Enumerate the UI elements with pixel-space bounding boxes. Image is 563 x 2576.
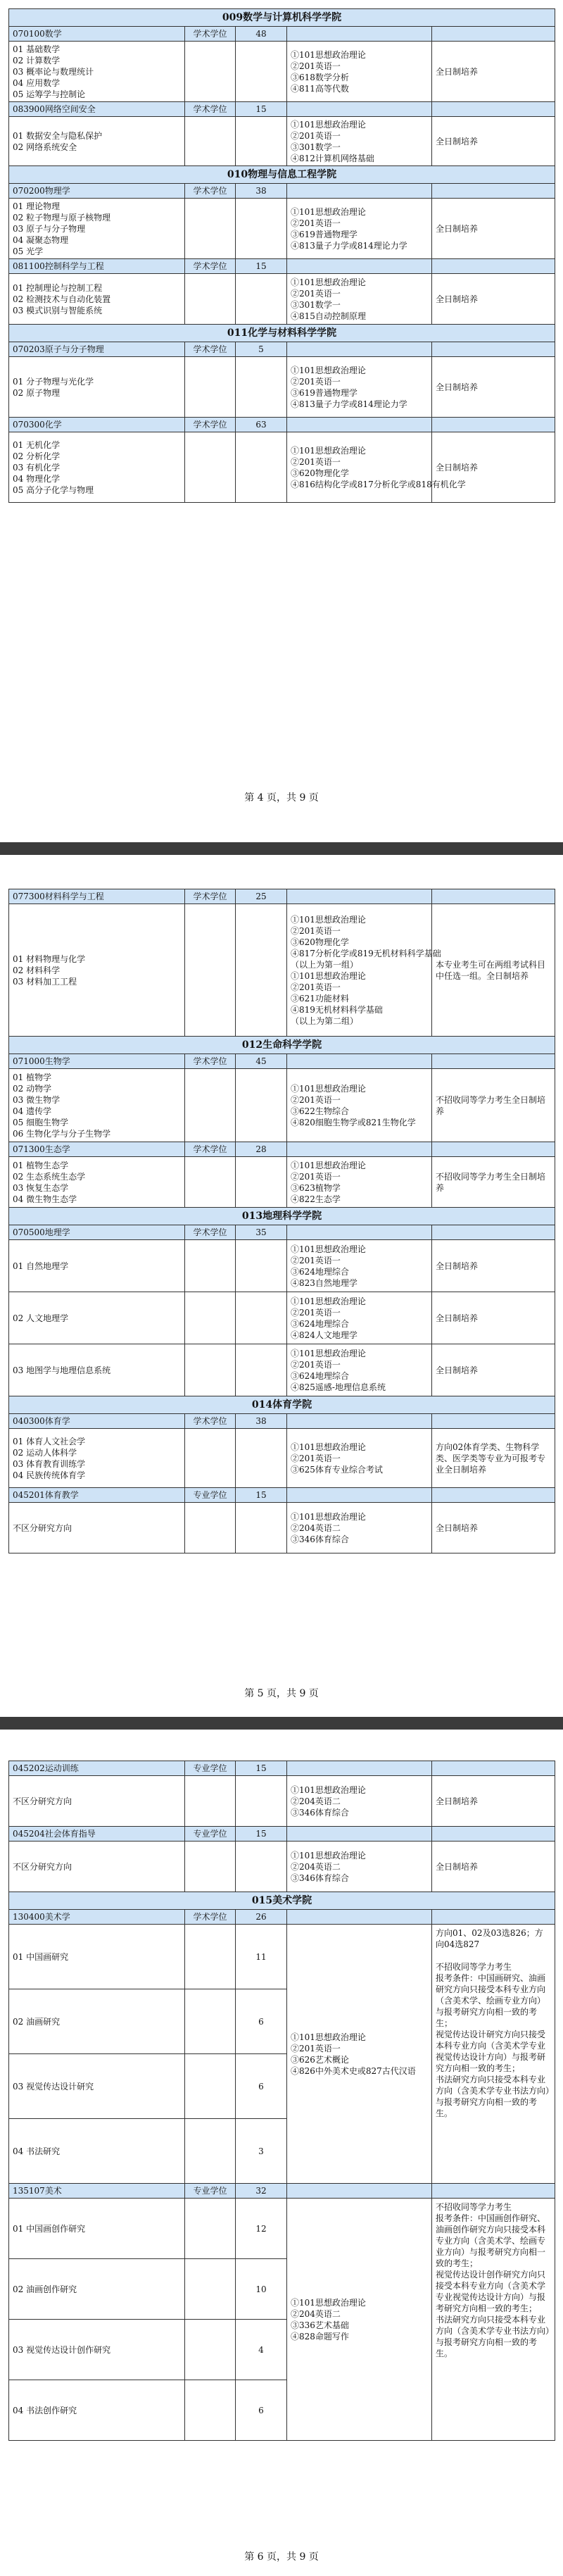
research-directions: 01 基础数学 02 计算数学 03 概率论与数理统计 04 应用数学 05 运筹学与控制论: [9, 42, 185, 102]
major-row: 070300化学 学术学位 63: [9, 418, 555, 432]
direction-row: 01 中国画创作研究 12 ①101思想政治理论 ②204英语二 ③336艺术基础 ④828命题写作 不招收同等学力考生 报考条件：中国画创作研究、油画创作研究方向只接受本科专业方向（含美术学、绘画专业方向）与报考研究方向相一致的考生； 视觉传达设计创作研究方向只接受本科专业方向（含美术学专业视觉传达设计方向）与报考研究方向相一致的考生； 书法研究方向只接受本科专业方向（含美术学专业书法方向）与报考研究方向相一致的考生。: [9, 2199, 555, 2259]
direction-row: 01 材料物理与化学 02 材料科学 03 材料加工工程 ①101思想政治理论 ②201英语一 ③620物理化学 ④817分析化学或819无机材料科学基础 （以上为第一组） ①101思想政治理论 ②201英语一 ③621功能材料 ④819无机材料科学基础 （以上为第二组） 本专业考生可在两组考试科目中任选一组。全日制培养: [9, 904, 555, 1037]
major-row: 077300材料科学与工程 学术学位 25: [9, 889, 555, 904]
notes: 方向01、02及03选826；方向04选827 不招收同等学力考生 报考条件：中国画研究、油画研究方向只接受本科专业方向（含美术学、绘画专业方向）与报考研究方向相一致的考生； 视觉传达设计研究方向只接受本科专业方向（含美术学专业视觉传达设计方向）与报考研究方向相一致的考生； 书法研究方向只接受本科专业方向（含美术学专业书法方向）与报考研究方向相一致的考生。: [432, 1925, 555, 2184]
college-header: 009数学与计算机科学学院: [9, 9, 555, 27]
direction-row: 02 油画研究 6: [9, 1989, 555, 2054]
major-row: 070203原子与分子物理 学术学位 5: [9, 342, 555, 357]
notes: 全日制培养: [432, 42, 555, 102]
college-header: 012生命科学学院: [9, 1037, 555, 1054]
college-header: 014体育学院: [9, 1396, 555, 1414]
direction-row: 01 理论物理 02 粒子物理与原子核物理 03 原子与分子物理 04 凝聚态物理 05 光学 ①101思想政治理论 ②201英语一 ③619普通物理学 ④813量子力学或814理论力学 全日制培养: [9, 199, 555, 259]
page-separator: [0, 842, 563, 855]
direction-row: 01 数据安全与隐私保护 02 网络系统安全 ①101思想政治理论 ②201英语一 ③301数学一 ④812计算机网络基础 全日制培养: [9, 117, 555, 166]
page-separator: [0, 1717, 563, 1730]
direction-row: 04 书法创作研究 6: [9, 2380, 555, 2441]
direction-row: 02 油画创作研究 10: [9, 2259, 555, 2320]
direction-row: 01 无机化学 02 分析化学 03 有机化学 04 物理化学 05 高分子化学与物理 ①101思想政治理论 ②201英语一 ③620物理化学 ④816结构化学或817分析化学或818有机化学 全日制培养: [9, 432, 555, 503]
college-header: 015美术学院: [9, 1892, 555, 1910]
major-row: 130400美术学 学术学位 26: [9, 1910, 555, 1925]
exam-subjects: ①101思想政治理论 ②201英语一 ③626艺术概论 ④826中外美术史或827古代汉语: [287, 1925, 432, 2184]
catalog-table-page-4: [8, 8, 555, 503]
major-row: 040300体育学 学术学位 38: [9, 1414, 555, 1429]
catalog-table-page-5: [8, 889, 555, 1553]
direction-row: 03 地图学与地理信息系统 ①101思想政治理论 ②201英语一 ③624地理综合 ④825遥感-地理信息系统 全日制培养: [9, 1344, 555, 1396]
direction-row: 01 中国画研究 11 ①101思想政治理论 ②201英语一 ③626艺术概论 ④826中外美术史或827古代汉语 方向01、02及03选826；方向04选827 不招收同等学力考生 报考条件：中国画研究、油画研究方向只接受本科专业方向（含美术学、绘画专业方向）与报考研究方向相一致的考生； 视觉传达设计研究方向只接受本科专业方向（含美术学专业视觉传达设计方向）与报考研究方向相一致的考生； 书法研究方向只接受本科专业方向（含美术学专业书法方向）与报考研究方向相一致的考生。: [9, 1925, 555, 1989]
college-header: 013地理科学学院: [9, 1208, 555, 1225]
major-code-name: 070100数学: [9, 27, 185, 42]
major-row: [9, 27, 555, 42]
major-row: 045201体育教学 专业学位 15: [9, 1488, 555, 1503]
direction-row: 04 书法研究 3: [9, 2119, 555, 2184]
direction-row: 01 自然地理学 ①101思想政治理论 ②201英语一 ③624地理综合 ④823自然地理学 全日制培养: [9, 1240, 555, 1292]
major-row: 081100控制科学与工程 学术学位 15: [9, 259, 555, 274]
degree-type: 学术学位: [185, 27, 236, 42]
direction-row: 不区分研究方向 ①101思想政治理论 ②204英语二 ③346体育综合 全日制培养: [9, 1842, 555, 1892]
enrollment-count: 48: [236, 27, 287, 42]
college-header: 011化学与材料科学学院: [9, 325, 555, 342]
direction-row: 03 视觉传达设计研究 6: [9, 2054, 555, 2119]
major-row: 135107美术 专业学位 32: [9, 2184, 555, 2199]
page-footer: 第 4 页，共 9 页: [244, 792, 319, 804]
exam-subjects: ①101思想政治理论 ②204英语二 ③336艺术基础 ④828命题写作: [287, 2199, 432, 2441]
direction-row: 01 分子物理与光化学 02 原子物理 ①101思想政治理论 ②201英语一 ③619普通物理学 ④813量子力学或814理论力学 全日制培养: [9, 357, 555, 418]
exam-subjects: ①101思想政治理论 ②201英语一 ③618数学分析 ④811高等代数: [287, 42, 432, 102]
direction-row: 不区分研究方向 ①101思想政治理论 ②204英语二 ③346体育综合 全日制培养: [9, 1503, 555, 1553]
catalog-table-page-6: [8, 1761, 555, 2441]
direction-row: 03 视觉传达设计创作研究 4: [9, 2320, 555, 2380]
major-row: 070500地理学 学术学位 35: [9, 1225, 555, 1240]
major-row: 070200物理学 学术学位 38: [9, 184, 555, 199]
major-row: 045202运动训练 专业学位 15: [9, 1761, 555, 1776]
major-row: 071300生态学 学术学位 28: [9, 1142, 555, 1157]
major-row: 045204社会体育指导 专业学位 15: [9, 1827, 555, 1842]
direction-row: [9, 42, 555, 102]
direction-row: 01 控制理论与控制工程 02 检测技术与自动化装置 03 模式识别与智能系统 ①101思想政治理论 ②201英语一 ③301数学一 ④815自动控制原理 全日制培养: [9, 274, 555, 325]
direction-row: 01 植物学 02 动物学 03 微生物学 04 遗传学 05 细胞生物学 06 生物化学与分子生物学 ①101思想政治理论 ②201英语一 ③622生物综合 ④820细胞生物学或821生物化学 不招收同等学力考生全日制培养: [9, 1069, 555, 1142]
major-row: 083900网络空间安全 学术学位 15: [9, 102, 555, 117]
direction-row: 不区分研究方向 ①101思想政治理论 ②204英语二 ③346体育综合 全日制培养: [9, 1776, 555, 1827]
notes: 不招收同等学力考生 报考条件：中国画创作研究、油画创作研究方向只接受本科专业方向（含美术学、绘画专业方向）与报考研究方向相一致的考生； 视觉传达设计创作研究方向只接受本科专业方向（含美术学专业视觉传达设计方向）与报考研究方向相一致的考生； 书法研究方向只接受本科专业方向（含美术学专业书法方向）与报考研究方向相一致的考生。: [432, 2199, 555, 2441]
page-footer: 第 6 页，共 9 页: [244, 2551, 319, 2563]
college-header: 010物理与信息工程学院: [9, 166, 555, 184]
direction-row: 02 人文地理学 ①101思想政治理论 ②201英语一 ③624地理综合 ④824人文地理学 全日制培养: [9, 1292, 555, 1344]
direction-row: 01 植物生态学 02 生态系统生态学 03 恢复生态学 04 微生物生态学 ①101思想政治理论 ②201英语一 ③623植物学 ④822生态学 不招收同等学力考生全日制培养: [9, 1157, 555, 1208]
major-row: 071000生物学 学术学位 45: [9, 1054, 555, 1069]
page-footer: 第 5 页，共 9 页: [244, 1688, 319, 1699]
direction-row: 01 体育人文社会学 02 运动人体科学 03 体育教育训练学 04 民族传统体育学 ①101思想政治理论 ②201英语一 ③625体育专业综合考试 方向02体育学类、生物科学类、医学类等专业为可报考专业全日制培养: [9, 1429, 555, 1488]
